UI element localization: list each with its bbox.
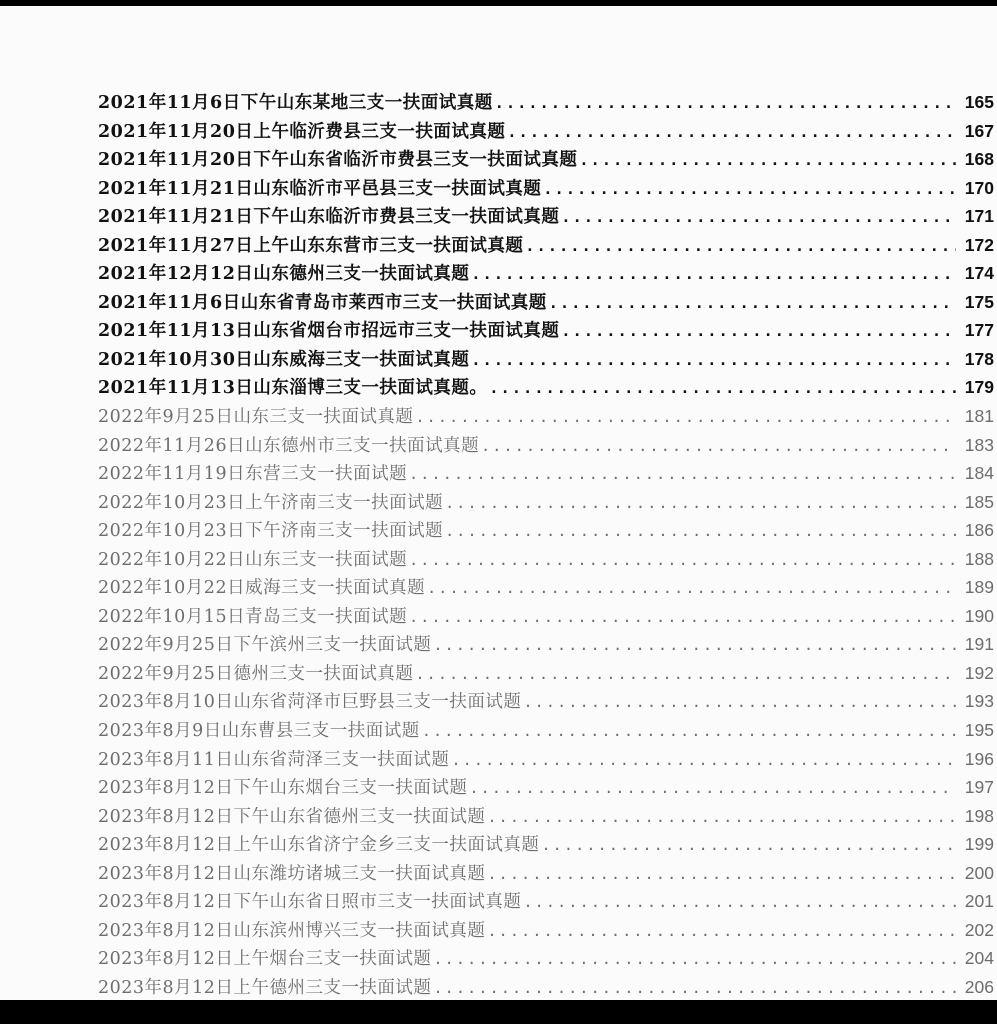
toc-entry-page-number: 175 — [964, 291, 994, 312]
toc-entry-title: 2022年10月15日青岛三支一扶面试题 — [98, 606, 408, 627]
toc-entry-title: 2022年9月25日德州三支一扶面试真题 — [98, 663, 414, 684]
toc-entry — [98, 659, 994, 688]
toc-leader-dots — [415, 403, 956, 432]
toc-entry — [98, 88, 994, 117]
toc-leader-dots — [415, 660, 956, 689]
toc-entry-title: 2022年10月23日下午济南三支一扶面试题 — [98, 521, 444, 542]
toc-leader-dots — [541, 831, 956, 860]
toc-entry — [98, 944, 994, 973]
toc-entry-page-number: 188 — [964, 548, 994, 569]
toc-entry-page-number: 168 — [964, 149, 994, 170]
toc-entry — [98, 573, 994, 602]
toc-entry-page-number: 184 — [964, 463, 994, 484]
toc-entry-page-number: 195 — [964, 720, 994, 741]
toc-entry — [98, 488, 994, 517]
toc-leader-dots — [409, 546, 956, 575]
toc-entry — [98, 802, 994, 831]
toc-leader-dots — [495, 89, 956, 118]
toc-entry — [98, 459, 994, 488]
table-of-contents — [98, 88, 994, 1000]
document-page — [0, 6, 997, 1000]
toc-leader-dots — [469, 774, 956, 803]
toc-entry-title: 2021年12月12日山东德州三支一扶面试真题 — [98, 264, 470, 285]
toc-entry-title: 2021年11月13日山东省烟台市招远市三支一扶面试真题 — [98, 321, 560, 342]
toc-entry-title: 2021年11月6日下午山东某地三支一扶面试真题 — [98, 93, 493, 113]
toc-entry-title: 2021年11月6日山东省青岛市莱西市三支一扶面试真题 — [98, 292, 547, 313]
toc-entry — [98, 773, 994, 802]
toc-leader-dots — [422, 717, 956, 746]
toc-entry-title: 2022年9月25日下午滨州三支一扶面试题 — [98, 635, 432, 656]
toc-entry — [98, 545, 994, 574]
toc-leader-dots — [427, 574, 956, 603]
toc-entry-page-number: 178 — [964, 348, 994, 369]
toc-entry — [98, 231, 994, 260]
toc-entry-title: 2021年10月30日山东威海三支一扶面试真题 — [98, 349, 470, 370]
toc-entry — [98, 745, 994, 774]
toc-leader-dots — [445, 517, 956, 546]
toc-entry — [98, 431, 994, 460]
toc-entry-title: 2021年11月27日上午山东东营市三支一扶面试真题 — [98, 235, 524, 256]
toc-entry — [98, 830, 994, 859]
toc-entry-title: 2021年11月21日下午山东临沂市费县三支一扶面试真题 — [98, 207, 560, 228]
toc-entry — [98, 687, 994, 716]
toc-entry-title: 2023年8月12日山东潍坊诸城三支一扶面试真题 — [98, 863, 486, 884]
toc-entry-title: 2023年8月11日山东省菏泽三支一扶面试题 — [98, 749, 450, 770]
toc-entry-page-number: 199 — [964, 834, 994, 855]
toc-entry-page-number: 167 — [964, 120, 994, 141]
toc-entry — [98, 516, 994, 545]
toc-leader-dots — [433, 945, 956, 974]
toc-entry-title: 2022年9月25日山东三支一扶面试真题 — [98, 407, 414, 428]
toc-leader-dots — [543, 175, 956, 204]
toc-entry-title: 2023年8月12日上午烟台三支一扶面试题 — [98, 949, 432, 970]
toc-entry-page-number: 183 — [964, 434, 994, 455]
toc-entry-title: 2022年10月22日山东三支一扶面试题 — [98, 549, 408, 570]
toc-entry-page-number: 186 — [964, 520, 994, 541]
toc-entry — [98, 373, 994, 402]
toc-entry-title: 2022年10月23日上午济南三支一扶面试题 — [98, 492, 444, 513]
toc-entry-title: 2023年8月9日山东曹县三支一扶面试题 — [98, 721, 420, 742]
toc-entry — [98, 202, 994, 231]
toc-entry-page-number: 171 — [964, 206, 994, 227]
toc-entry-page-number: 191 — [964, 634, 994, 655]
toc-leader-dots — [489, 374, 956, 403]
toc-leader-dots — [561, 203, 956, 232]
toc-entry-page-number: 197 — [964, 777, 994, 798]
toc-entry-page-number: 172 — [964, 234, 994, 255]
toc-entry-page-number: 202 — [964, 919, 994, 940]
toc-entry — [98, 973, 994, 1000]
toc-entry-title: 2023年8月10日山东省菏泽市巨野县三支一扶面试题 — [98, 692, 522, 713]
toc-entry-title: 2021年11月13日山东淄博三支一扶面试真题。 — [98, 378, 488, 399]
toc-entry-page-number: 190 — [964, 605, 994, 626]
toc-leader-dots — [487, 803, 956, 832]
toc-leader-dots — [471, 346, 956, 375]
toc-leader-dots — [471, 260, 956, 289]
toc-entry — [98, 259, 994, 288]
toc-leader-dots — [481, 432, 956, 461]
toc-entry-page-number: 192 — [964, 662, 994, 683]
toc-entry-title: 2021年11月20日上午临沂费县三支一扶面试真题 — [98, 121, 506, 142]
toc-leader-dots — [451, 746, 956, 775]
toc-entry-page-number: 201 — [964, 891, 994, 912]
toc-leader-dots — [409, 603, 956, 632]
toc-entry-title: 2022年11月19日东营三支一扶面试题 — [98, 464, 408, 485]
toc-entry-title: 2021年11月21日山东临沂市平邑县三支一扶面试真题 — [98, 178, 542, 199]
toc-entry-page-number: 204 — [964, 948, 994, 969]
toc-entry-title: 2023年8月12日上午德州三支一扶面试题 — [98, 977, 432, 998]
toc-entry-title: 2023年8月12日上午山东省济宁金乡三支一扶面试真题 — [98, 835, 540, 856]
toc-entry-page-number: 185 — [964, 491, 994, 512]
toc-leader-dots — [445, 489, 956, 518]
toc-entry-page-number: 196 — [964, 748, 994, 769]
toc-entry-page-number: 165 — [964, 92, 994, 112]
toc-entry-page-number: 177 — [964, 320, 994, 341]
toc-leader-dots — [523, 888, 956, 917]
toc-leader-dots — [487, 860, 956, 889]
toc-entry — [98, 602, 994, 631]
toc-leader-dots — [549, 289, 956, 318]
toc-entry-title: 2022年11月26日山东德州市三支一扶面试真题 — [98, 435, 480, 456]
toc-entry-page-number: 206 — [964, 976, 994, 997]
toc-entry-title: 2021年11月20日下午山东省临沂市费县三支一扶面试真题 — [98, 150, 578, 171]
toc-leader-dots — [433, 631, 956, 660]
toc-entry-page-number: 170 — [964, 177, 994, 198]
toc-entry-page-number: 193 — [964, 691, 994, 712]
toc-entry-title: 2023年8月12日下午山东省日照市三支一扶面试真题 — [98, 892, 522, 913]
toc-leader-dots — [487, 917, 956, 946]
toc-entry-page-number: 200 — [964, 862, 994, 883]
toc-entry — [98, 316, 994, 345]
toc-entry — [98, 887, 994, 916]
toc-entry-title: 2023年8月12日下午山东烟台三支一扶面试题 — [98, 778, 468, 799]
toc-entry-page-number: 174 — [964, 263, 994, 284]
toc-entry — [98, 145, 994, 174]
toc-entry-title: 2023年8月12日下午山东省德州三支一扶面试题 — [98, 806, 486, 827]
toc-entry-page-number: 198 — [964, 805, 994, 826]
toc-entry — [98, 402, 994, 431]
toc-entry — [98, 288, 994, 317]
toc-entry-title: 2022年10月22日威海三支一扶面试真题 — [98, 578, 426, 599]
toc-entry — [98, 859, 994, 888]
toc-entry — [98, 716, 994, 745]
toc-leader-dots — [523, 688, 956, 717]
toc-entry — [98, 117, 994, 146]
toc-leader-dots — [579, 146, 956, 175]
toc-entry — [98, 630, 994, 659]
toc-entry — [98, 174, 994, 203]
toc-leader-dots — [561, 317, 956, 346]
bottom-black-bar — [0, 1000, 997, 1024]
toc-entry-page-number: 179 — [964, 377, 994, 398]
toc-leader-dots — [525, 232, 956, 261]
toc-leader-dots — [433, 974, 956, 1000]
toc-entry — [98, 916, 994, 945]
toc-entry — [98, 345, 994, 374]
toc-entry-page-number: 189 — [964, 577, 994, 598]
toc-entry-page-number: 181 — [964, 406, 994, 427]
toc-leader-dots — [409, 460, 956, 489]
toc-leader-dots — [507, 118, 956, 147]
toc-entry-title: 2023年8月12日山东滨州博兴三支一扶面试真题 — [98, 920, 486, 941]
